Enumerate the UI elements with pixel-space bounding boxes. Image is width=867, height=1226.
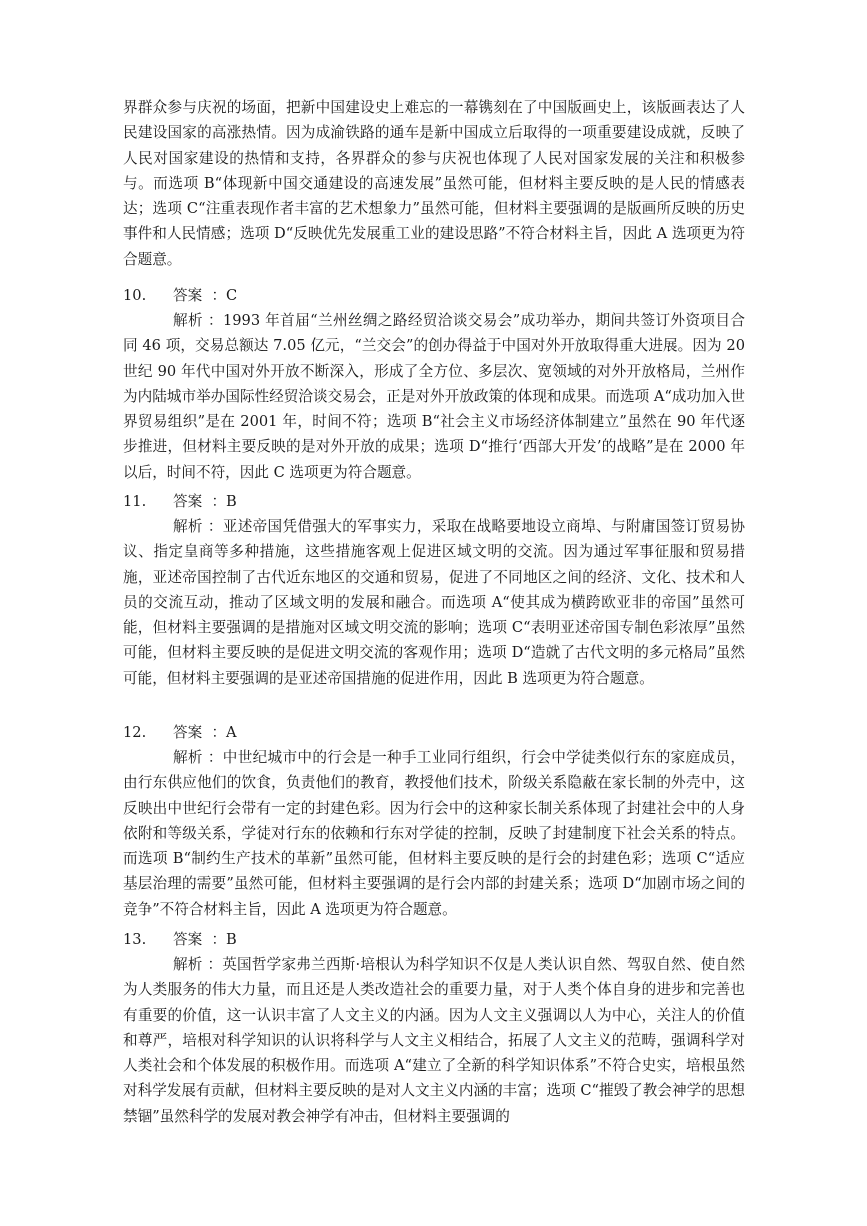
continuation-paragraph: 界群众参与庆祝的场面，把新中国建设史上难忘的一幕镌刻在了中国版画史上，该版画表达了人民建设国家的高涨热情。因为成渝铁路的通车是新中国成立后取得的一项重要建设成就，反映了人民对国家建设的热情和支持，各界群众的参与庆祝也体现了人民对国家发展的关注和积极参与。而选项 B“体现新中国交通建设的高速发展”虽然可能，但材料主要反映的是人民的情感表达；选项 C“注重表现作者丰富的艺术想象力”虽然可能，但材料主要强调的是版画所反映的历史事件和人民情感；选项 D“反映优先发展重工业的建设思路”不符合材料主旨，因此 A 选项更为符合题意。 <box>123 99 745 268</box>
question-number: 10. <box>123 287 147 304</box>
analysis-paragraph: 解析 ：英国哲学家弗兰西斯·培根认为科学知识不仅是人类认识自然、驾驭自然、使自然为人类服务的伟大力量，而且还是人类改造社会的重要力量，对于人类个体自身的进步和完善也有重要的价值，这一认识丰富了人文主义的内涵。因为人文主义强调以人为中心，关注人的价值和尊严，培根对科学知识的认识将科学与人文主义相结合，拓展了人文主义的范畴，强调科学对人类社会和个体发展的积极作用。而选项 A“建立了全新的科学知识体系”不符合史实，培根虽然对科学发展有贡献，但材料主要反映的是对人文主义内涵的丰富；选项 C“摧毁了教会神学的思想禁锢”虽然科学的发展对教会神学有冲击，但材料主要强调的 <box>123 956 745 1125</box>
answer-label: 答案 ：B <box>173 931 237 948</box>
analysis-paragraph: 解析 ：亚述帝国凭借强大的军事实力，采取在战略要地设立商埠、与附庸国签订贸易协议、指定皇商等多种措施，这些措施客观上促进区域文明的交流。因为通过军事征服和贸易措施，亚述帝国控制了古代近东地区的交通和贸易，促进了不同地区之间的经济、文化、技术和人员的交流互动，推动了区域文明的发展和融合。而选项 A“使其成为横跨欧亚非的帝国”虽然可能，但材料主要强调的是措施对区域文明交流的影响；选项 C“表明亚述帝国专制色彩浓厚”虽然可能，但材料主要反映的是促进文明交流的客观作用；选项 D“造就了古代文明的多元格局”虽然可能，但材料主要强调的是亚述帝国措施的促进作用，因此 B 选项更为符合题意。 <box>123 518 745 687</box>
answer-label: 答案 ：B <box>173 493 237 510</box>
answer-line <box>123 720 745 745</box>
answer-label: 答案 ：C <box>173 287 238 304</box>
question-number: 13. <box>123 931 147 948</box>
analysis-paragraph: 解析 ：中世纪城市中的行会是一种手工业同行组织，行会中学徒类似行东的家庭成员，由行东供应他们的饮食，负责他们的教育，教授他们技术，阶级关系隐蔽在家长制的外壳中，这反映出中世纪行会带有一定的封建色彩。因为行会中的这种家长制关系体现了封建社会中的人身依附和等级关系，学徒对行东的依赖和行东对学徒的控制，反映了封建制度下社会关系的特点。而选项 B“制约生产技术的革新”虽然可能，但材料主要反映的是行会的封建色彩；选项 C“适应基层治理的需要”虽然可能，但材料主要强调的是行会内部的封建关系；选项 D“加剧市场之间的竞争”不符合材料主旨，因此 A 选项更为符合题意。 <box>123 749 745 918</box>
question-number: 12. <box>123 724 147 741</box>
question-10 <box>123 283 745 485</box>
answer-line <box>123 283 745 308</box>
continuation-block <box>123 95 745 272</box>
question-number: 11. <box>123 493 147 510</box>
answer-label: 答案 ：A <box>173 724 237 741</box>
question-13 <box>123 927 745 1129</box>
analysis-paragraph: 解析 ：1993 年首届“兰州丝绸之路经贸洽谈交易会”成功举办，期间共签订外资项目合同 46 项，交易总额达 7.05 亿元，“兰交会”的创办得益于中国对外开放取得重大进展。因为 20 世纪 90 年代中国对外开放不断深入，形成了全方位、多层次、宽领域的对外开放格局，兰州作为内陆城市举办国际性经贸洽谈交易会，正是对外开放政策的体现和成果。而选项 A“成功加入世界贸易组织”是在 2001 年，时间不符；选项 B“社会主义市场经济体制建立”虽然在 90 年代逐步推进，但材料主要反映的是对外开放的成果；选项 D“推行‘西部大开发’的战略”是在 2000 年以后，时间不符，因此 C 选项更为符合题意。 <box>123 312 745 481</box>
answer-line <box>123 927 745 952</box>
question-12 <box>123 720 745 922</box>
answer-line <box>123 489 745 514</box>
question-11 <box>123 489 745 691</box>
